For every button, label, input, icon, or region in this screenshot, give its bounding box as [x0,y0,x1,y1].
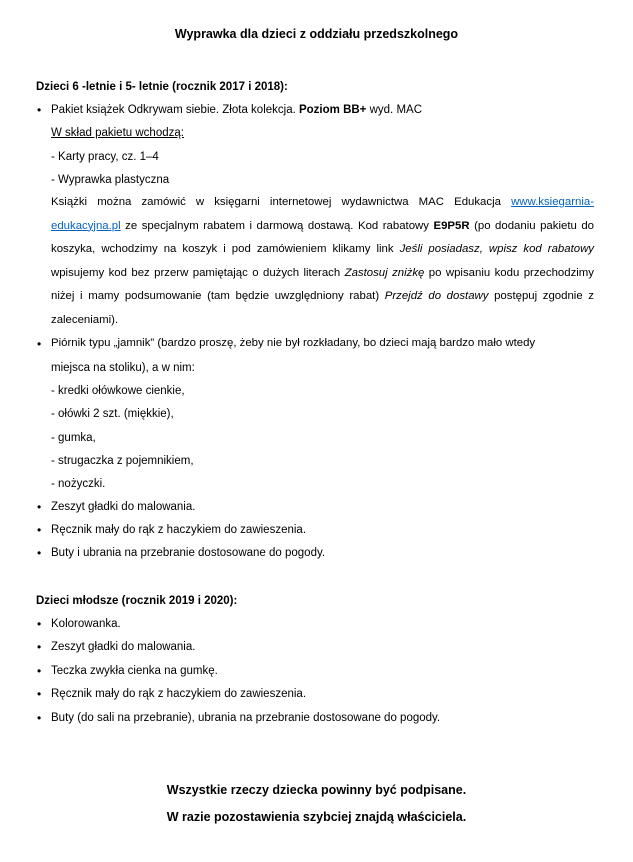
pencil-case-item: - strugaczka z pojemnikiem, [51,455,194,467]
section-heading-older: Dzieci 6 -letnie i 5- letnie (rocznik 2017 i 2018): [36,81,288,93]
list-item: Ręcznik mały do rąk z haczykiem do zawieszenia. [51,688,307,700]
pencil-case-item: - kredki ołówkowe cienkie, [51,385,185,397]
pencil-case-item: - ołówki 2 szt. (miękkie), [51,408,174,420]
package-contents-heading: W skład pakietu wchodzą: [51,127,184,139]
ordering-instructions: Książki można zamówić w księgarni internetowej wydawnictwa MAC Edukacja www.ksiegarnia-edukacyjna.pl ze specjalnym rabatem i darmową dostawą. Kod rabatowy E9P5R (po dodaniu pakietu do koszyka, wchodzimy na koszyk i pod zamówieniem klikamy link Jeśli posiadasz, wpisz kod rabatowy wpisujemy kod bez przerw pamiętając o dużych literach Zastosuj zniżkę po wpisaniu kodu przechodzimy niżej i mamy podsumowanie (tam będzie uwzględniony rabat) Przejdź do dostawy postępuj zgodnie z zaleceniami). [51,196,595,326]
list-item: Zeszyt gładki do malowania. [51,641,196,653]
bullet-marker [37,617,41,631]
bullet-marker [37,640,41,654]
bullet-marker [37,687,41,701]
list-item: Buty (do sali na przebranie), ubrania na przebranie dostosowane do pogody. [51,712,441,724]
footer-line-2: W razie pozostawienia szybciej znajdą właściciela. [166,810,467,824]
bullet-marker [37,103,41,117]
footer-line-1: Wszystkie rzeczy dziecka powinny być podpisane. [166,783,467,797]
list-item: Ręcznik mały do rąk z haczykiem do zawieszenia. [51,524,307,536]
pencil-case-item: - gumka, [51,432,96,444]
bullet-marker [37,337,41,351]
section-heading-younger: Dzieci młodsze (rocznik 2019 i 2020): [36,595,238,607]
pencil-case-line2: miejsca na stoliku), a w nim: [51,362,195,374]
bookstore-link[interactable]: www.ksiegarnia-edukacyjna.pl [51,196,594,232]
bullet-marker [37,664,41,678]
page-title: Wyprawka dla dzieci z oddziału przedszkolnego [174,27,459,41]
bullet-marker [37,500,41,514]
list-item: Kolorowanka. [51,618,121,630]
list-item-pencil-case: Piórnik typu „jamnik” (bardzo proszę, żeby nie był rozkładany, bo dzieci mają bardzo mało wtedy [51,337,536,349]
list-item: Zeszyt gładki do malowania. [51,501,196,513]
list-item: Teczka zwykła cienka na gumkę. [51,665,218,677]
package-item: - Karty pracy, cz. 1–4 [51,151,159,163]
package-item: - Wyprawka plastyczna [51,174,170,186]
list-item-book-pack: Pakiet książek Odkrywam siebie. Złota kolekcja. Poziom BB+ wyd. MAC [51,104,422,116]
bullet-marker [37,523,41,537]
bullet-marker [37,546,41,560]
pencil-case-item: - nożyczki. [51,478,106,490]
bullet-marker [37,711,41,725]
discount-code: E9P5R [433,219,470,232]
list-item: Buty i ubrania na przebranie dostosowane do pogody. [51,547,326,559]
